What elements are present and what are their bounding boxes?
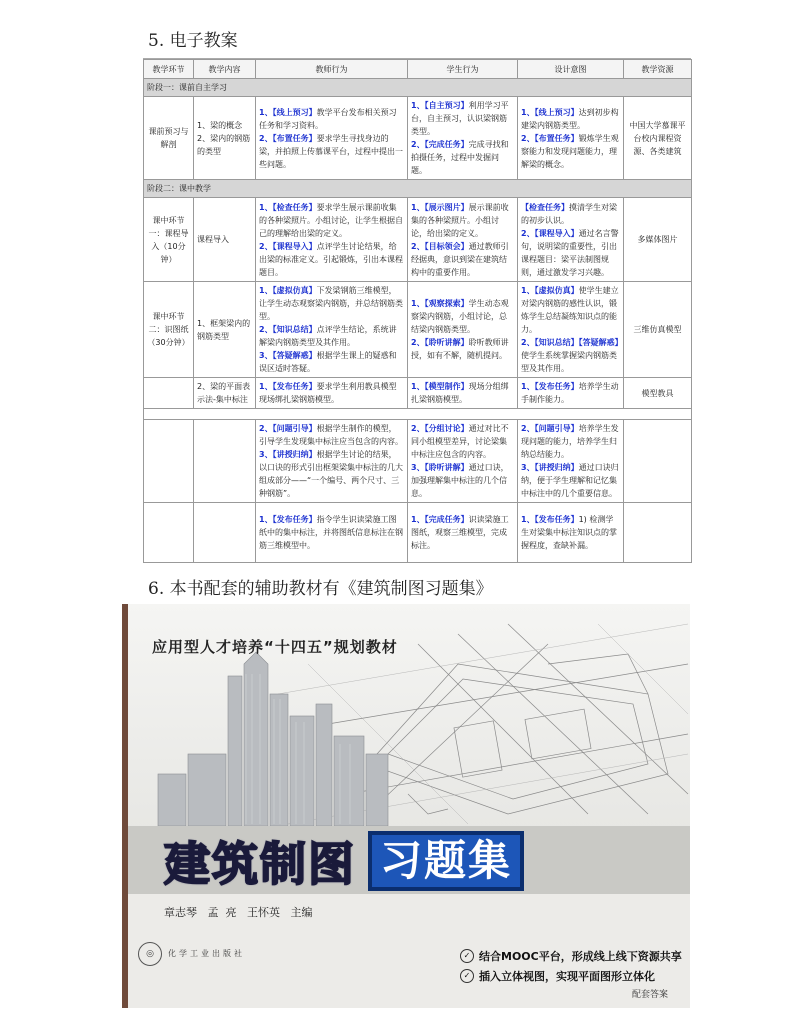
design-cell — [518, 282, 624, 378]
design-cell — [518, 503, 624, 563]
section-6-heading: 6. 本书配套的辅助教材有《建筑制图习题集》 — [148, 579, 493, 599]
entry-tag: 3、【答疑解惑】 — [259, 351, 317, 360]
entry-text: 识读梁施工图纸，观察三维模型，完成标注。 — [411, 515, 509, 550]
entry-tag: 1、【线上预习】 — [521, 107, 579, 117]
entry-tag: 2、【目标领会】 — [411, 241, 469, 251]
phase-row — [144, 180, 692, 198]
cell-entry — [259, 513, 404, 552]
cell-entry — [411, 240, 514, 279]
cell-entry — [521, 513, 620, 552]
content-cell: 课程导入 — [194, 198, 256, 282]
entry-tag: 1、【发布任务】 — [521, 382, 579, 391]
phase-label: 阶段一：课前自主学习 — [144, 79, 692, 97]
student-cell — [408, 282, 518, 378]
entry-tag: 2、【问题引导】 — [259, 424, 317, 433]
cell-entry — [259, 240, 404, 279]
entry-tag: 2、【知识总结】【答疑解惑】 — [521, 338, 623, 347]
cell-entry — [521, 227, 620, 279]
entry-tag: 2、【布置任务】 — [521, 133, 579, 143]
stage-cell: 课中环节二：识图纸（30分钟） — [144, 282, 194, 378]
header-cell: 教学资源 — [624, 60, 692, 79]
cell-entry — [259, 284, 404, 323]
entry-text: 点评学生结论，系统讲解梁内钢筋类型及其作用。 — [259, 325, 397, 347]
content-cell: 1、框架梁内的钢筋类型 — [194, 282, 256, 378]
cell-entry — [411, 461, 514, 500]
design-cell — [518, 198, 624, 282]
entry-text: 要求学生利用教具模型现场绑扎梁钢筋模型。 — [259, 382, 397, 404]
resource-cell: 中国大学慕课平台校内课程资源、各类建筑 — [624, 97, 692, 180]
design-cell — [518, 378, 624, 409]
entry-tag: 2、【布置任务】 — [259, 133, 317, 143]
entry-text: 展示课前收集的各种梁照片。小组讨论，给出梁的定义。 — [411, 202, 509, 238]
cell-entry — [521, 284, 620, 336]
content-cell: 2、梁的平面表示法-集中标注 — [194, 378, 256, 409]
entry-text: 教学平台发布相关预习任务和学习资料。 — [259, 107, 397, 130]
entry-tag: 2、【分组讨论】 — [411, 424, 469, 433]
teacher-cell — [256, 420, 408, 503]
check-icon: ✓ — [460, 949, 474, 963]
cell-entry — [259, 106, 404, 132]
cell-entry — [411, 336, 514, 362]
entry-text: 指令学生识读梁施工图纸中的集中标注，并将图纸信息标注在钢筋三维模型中。 — [259, 515, 403, 550]
cell-entry — [411, 297, 514, 336]
student-cell — [408, 198, 518, 282]
publisher-logo-icon: ◎ — [138, 942, 162, 966]
section-5-heading: 5. 电子教案 — [148, 31, 238, 51]
cell-entry — [521, 336, 623, 375]
student-cell — [408, 97, 518, 180]
phase-label: 阶段二：课中教学 — [144, 180, 692, 198]
phase-row — [144, 79, 692, 97]
entry-tag: 3、【讲授归纳】 — [521, 463, 579, 472]
entry-tag: 2、【知识总结】 — [259, 325, 317, 334]
entry-tag: 3、【讲授归纳】 — [259, 450, 317, 459]
header-cell: 教学内容 — [194, 60, 256, 79]
entry-tag: 【检查任务】 — [521, 202, 569, 212]
entry-tag: 3、【聆听讲解】 — [411, 463, 469, 472]
resource-cell: 多媒体图片 — [624, 198, 692, 282]
entry-text: 现场分组绑扎梁钢筋模型。 — [411, 382, 509, 404]
entry-text: 学生动态观察梁内钢筋，小组讨论，总结梁内钢筋类型。 — [411, 299, 509, 334]
entry-text: 聆听教师讲授，如有不解，随机提问。 — [411, 338, 509, 360]
entry-tag: 2、【课程导入】 — [259, 241, 317, 251]
cell-entry — [259, 201, 404, 240]
entry-tag: 1、【线上预习】 — [259, 107, 317, 117]
entry-text: 通过对比不同小组模型差异，讨论梁集中标注应包含的内容。 — [411, 424, 509, 459]
entry-text: 培养学生发现问题的能力，培养学生归纳总结能力。 — [521, 424, 619, 459]
cell-entry — [411, 422, 514, 461]
entry-text: 根据学生制作的模型，引导学生发现集中标注应当包含的内容。 — [259, 424, 403, 446]
entry-text: 使学生建立对梁内钢筋的感性认识，锻炼学生总结凝练知识点的能力。 — [521, 286, 619, 334]
feature-text: 插入立体视图，实现平面图形立体化 — [479, 970, 655, 983]
entry-tag: 1、【虚拟仿真】 — [259, 286, 317, 295]
entry-text: 要求学生展示课前收集的各种梁照片。小组讨论，让学生根据自己的理解给出梁的定义。 — [259, 202, 403, 238]
cell-entry — [259, 349, 404, 375]
entry-text: 下发梁钢筋三维模型，让学生动态观察梁内钢筋，并总结钢筋类型。 — [259, 286, 403, 321]
entry-text: 根据学生讨论的结果，以口诀的形式引出框架梁集中标注的几大组成部分——“一个编号、两个尺寸、三种钢筋”。 — [259, 450, 403, 498]
page-break-row — [144, 409, 692, 420]
table-row — [144, 420, 692, 503]
content-cell: 1、梁的概念 2、梁内的钢筋的类型 — [194, 97, 256, 180]
book-title — [164, 832, 524, 890]
student-cell — [408, 378, 518, 409]
series-label: 应用型人才培养“十四五”规划教材 — [152, 638, 398, 656]
entry-text: 通过口诀归纳，便于学生理解和记忆集中标注中的几个重要信息。 — [521, 463, 619, 498]
publisher-name: 化学工业出版社 — [168, 949, 245, 958]
cell-entry — [521, 106, 620, 132]
teacher-cell — [256, 198, 408, 282]
entry-tag: 2、【问题引导】 — [521, 424, 579, 433]
entry-text: 达到初步构建梁内钢筋类型。 — [521, 107, 619, 130]
table-row — [144, 198, 692, 282]
entry-text: 通过口诀，加强理解集中标注的几个信息。 — [411, 463, 509, 498]
book-title-main: 建筑制图 — [164, 837, 356, 891]
cell-entry — [521, 132, 620, 171]
cell-entry — [521, 380, 620, 406]
cell-entry — [521, 201, 620, 227]
feature-text: 结合MOOC平台，形成线上线下资源共享 — [479, 950, 682, 963]
entry-text: 1) 检测学生对梁集中标注知识点的掌握程度，查缺补漏。 — [521, 515, 617, 550]
cell-entry — [411, 138, 514, 177]
entry-text: 利用学习平台，自主预习，认识梁钢筋类型。 — [411, 101, 509, 136]
table-row — [144, 282, 692, 378]
cell-entry — [259, 422, 404, 448]
entry-tag: 2、【课程导入】 — [521, 228, 579, 238]
table-row — [144, 97, 692, 180]
cell-entry — [259, 132, 404, 171]
entry-text: 使学生系统掌握梁内钢筋类型及其作用。 — [521, 351, 617, 373]
entry-tag: 2、【完成任务】 — [411, 140, 469, 149]
teacher-cell — [256, 503, 408, 563]
entry-tag: 1、【模型制作】 — [411, 382, 469, 391]
design-cell — [518, 420, 624, 503]
feature-item — [460, 968, 655, 984]
entry-tag: 2、【聆听讲解】 — [411, 338, 469, 347]
cell-entry — [411, 513, 514, 552]
cell-entry — [521, 461, 620, 500]
header-cell: 设计意图 — [518, 60, 624, 79]
header-cell: 教师行为 — [256, 60, 408, 79]
table-row — [144, 378, 692, 409]
cell-entry — [521, 422, 620, 461]
resource-cell: 模型教具 — [624, 378, 692, 409]
entry-text: 完成寻找和拍摄任务，过程中发掘问题。 — [411, 140, 509, 175]
header-cell: 学生行为 — [408, 60, 518, 79]
cell-entry — [259, 323, 404, 349]
entry-tag: 1、【虚拟仿真】 — [521, 286, 579, 295]
entry-text: 通过名言警句，说明梁的重要性，引出课程题目：梁平法制图规则，通过激发学习兴趣。 — [521, 228, 619, 277]
entry-tag: 1、【发布任务】 — [521, 515, 579, 524]
entry-tag: 1、【检查任务】 — [259, 202, 317, 212]
table-header-row — [144, 60, 692, 79]
feature-item — [460, 948, 682, 964]
student-cell — [408, 420, 518, 503]
teacher-cell — [256, 97, 408, 180]
entry-tag: 1、【发布任务】 — [259, 515, 317, 524]
book-cover — [122, 604, 690, 1008]
lesson-plan-table — [143, 58, 691, 550]
entry-text: 培养学生动手制作能力。 — [521, 382, 619, 404]
entry-tag: 1、【完成任务】 — [411, 515, 469, 524]
cell-entry — [411, 99, 514, 138]
book-title-highlight: 习题集 — [368, 831, 524, 891]
cell-entry — [411, 201, 514, 240]
cell-entry — [259, 380, 404, 406]
entry-text: 通过教师引经据典，意识到梁在建筑结构中的重要作用。 — [411, 241, 509, 277]
check-icon: ✓ — [460, 969, 474, 983]
stage-cell: 课前预习与解剖 — [144, 97, 194, 180]
entry-text: 摸清学生对梁的初步认识。 — [521, 202, 617, 225]
resource-cell: 三维仿真模型 — [624, 282, 692, 378]
entry-tag: 1、【观察探索】 — [411, 299, 469, 308]
header-cell: 教学环节 — [144, 60, 194, 79]
entry-text: 根据学生课上的疑惑和误区适时答疑。 — [259, 351, 397, 373]
answer-note: 配套答案 — [631, 990, 668, 1000]
teacher-cell — [256, 282, 408, 378]
entry-text: 点评学生讨论结果，给出梁的标准定义。引起锻炼，引出本课程题目。 — [259, 241, 403, 277]
cell-entry — [411, 380, 514, 406]
student-cell — [408, 503, 518, 563]
entry-tag: 1、【发布任务】 — [259, 382, 317, 391]
cell-entry — [259, 448, 404, 500]
entry-text: 锻炼学生观察能力和发现问题能力，理解梁的概念。 — [521, 133, 619, 169]
entry-tag: 1、【展示图片】 — [411, 202, 469, 212]
entry-tag: 1、【自主预习】 — [411, 101, 469, 110]
entry-text: 要求学生寻找身边的梁，并拍照上传慕课平台，过程中提出一些问题。 — [259, 133, 403, 169]
design-cell — [518, 97, 624, 180]
authors: 章志琴 孟 亮 王怀英 主编 — [164, 906, 313, 919]
stage-cell: 课中环节一：课程导入（10分钟） — [144, 198, 194, 282]
table-row — [144, 503, 692, 563]
teacher-cell — [256, 378, 408, 409]
